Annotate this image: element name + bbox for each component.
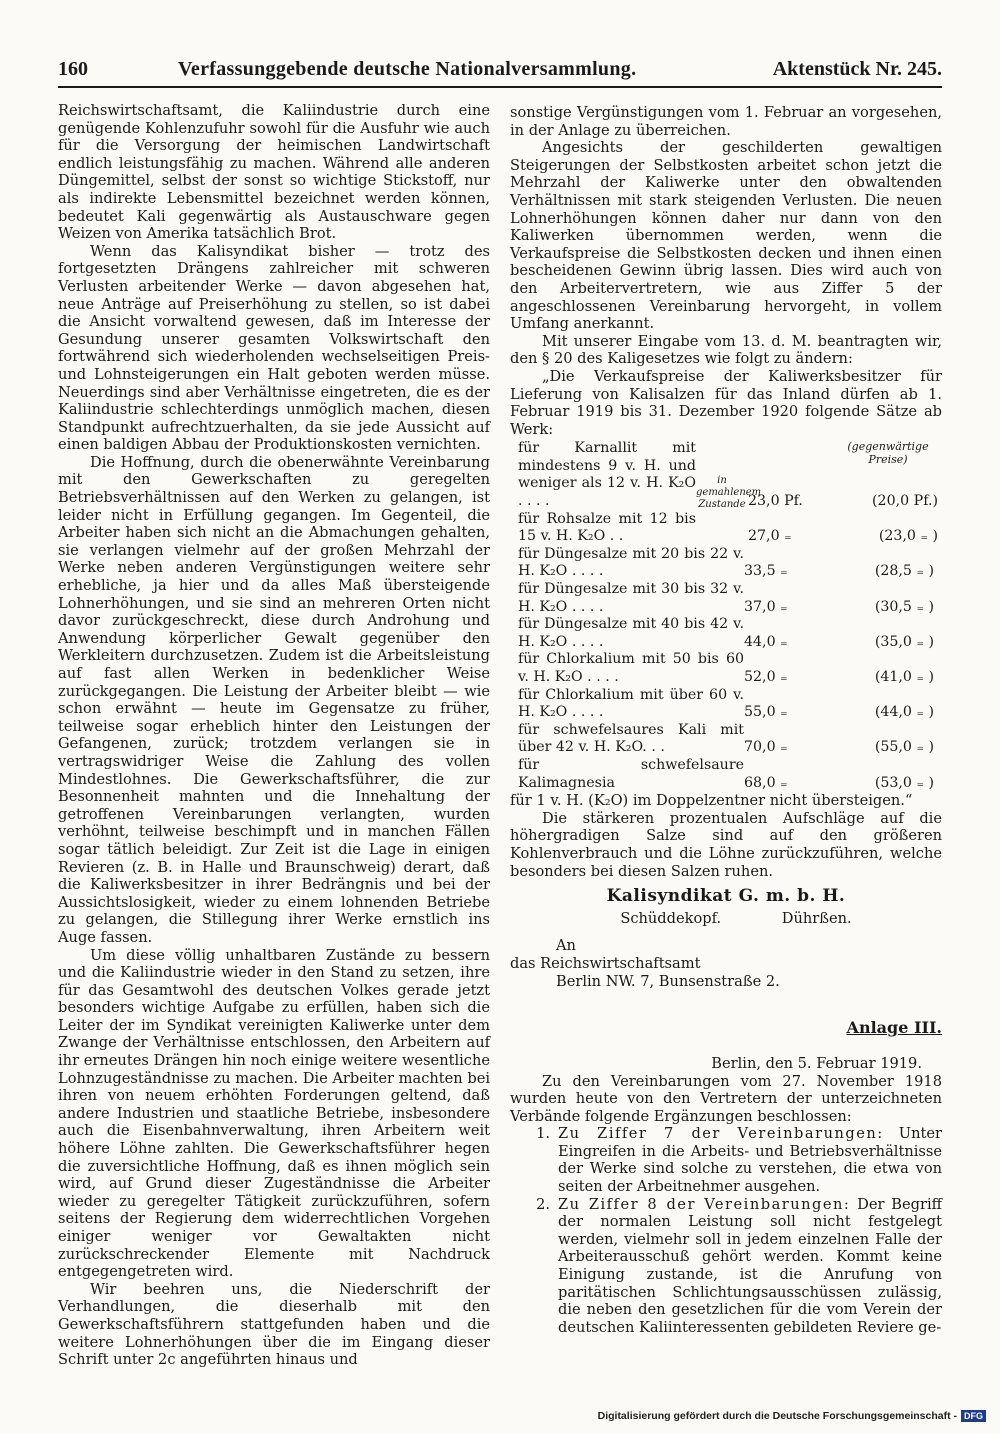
row-label: für Chlorkalium mit über 60 v. H. K₂O . . . .: [518, 686, 744, 721]
paragraph: Wenn das Kalisyndikat bisher — trotz des fortgesetzten Drängens zahlreicher mit schweren Verlusten arbeitender Werke — davon abgesehen hat, neue Anträge auf Preiserhöhung zu stellen, so ist dabei die Ansicht vorwaltend gewesen, daß im Interesse der Gesundung unserer gesamten Volkswirtschaft den fortwährend sich wiederholenden wechselseitigen Preis- und Lohnsteigerungen ein Halt geboten werden müsse. Neuerdings sind aber Verhältnisse eingetreten, die es der Kaliindustrie schlechterdings unmöglich machen, diesen Standpunkt aufrechtzuerhalten, da sie jede Aussicht auf einen baldigen Abbau der Produktionskosten vernichten.: [58, 242, 490, 454]
signer-name: Schüddekopf.: [620, 909, 722, 927]
left-column: [58, 102, 490, 1369]
paragraph: Wir beehren uns, die Niederschrift der Verhandlungen, die dieserhalb mit den Gewerkschaftsführern stattgefunden haben und die weitere Lohnerhöhungen über die im Eingang dieser Schrift unter 2c angeführten hinaus und: [58, 1280, 490, 1369]
signatories: [510, 910, 942, 928]
table-row: [510, 616, 942, 651]
old-price: (53,0 ₌ ): [874, 774, 934, 791]
old-price: (23,0 ₌ ): [878, 528, 938, 545]
table-row: [510, 722, 942, 757]
paragraph: für 1 v. H. (K₂O) im Doppelzentner nicht übersteigen.“: [510, 792, 913, 810]
row-label: für Düngesalze mit 30 bis 32 v. H. K₂O . . . .: [518, 581, 744, 615]
address-line: Berlin NW. 7, Bunsenstraße 2.: [556, 973, 780, 991]
appendix-heading: Anlage III.: [846, 1018, 942, 1038]
item-number: 1.: [536, 1125, 550, 1143]
table-row: [510, 687, 942, 722]
paragraph: Reichswirtschaftsamt, die Kaliindustrie durch eine genügende Kohlenzufuhr sowohl für die Ausfuhr wie auch für die Versorgung der heimischen Landwirtschaft endlich leistungsfähig zu machen. Während alle anderen Düngemittel, selbst der sonst so wichtige Stickstoff, nur als indirekte Lebensmittel bezeichnet werden können, bedeutet Kali gegenwärtig als Austauschware gegen Weizen von Amerika tatsächlich Brot.: [58, 102, 490, 243]
row-label: für schwefelsaures Kali mit über 42 v. H. K₂O. . .: [518, 721, 744, 756]
item-heading: Zu Ziffer 8 der Vereinbarungen:: [558, 1195, 851, 1213]
new-price: 27,0 ₌: [748, 528, 792, 545]
page-header: [58, 56, 942, 88]
running-title: Verfassunggebende deutsche Nationalversammlung.: [178, 58, 637, 80]
new-price: 44,0 ₌: [744, 633, 788, 650]
row-label: für Karnallit mit mindestens 9 v. H. und weniger als 12 v. H. K₂O . . . .: [518, 440, 696, 510]
table-row: [510, 757, 942, 792]
row-label: für Rohsalze mit 12 bis 15 v. H. K₂O . .: [518, 510, 696, 545]
new-price: 68,0 ₌: [744, 774, 788, 791]
price-table: [510, 440, 942, 792]
table-row: [510, 511, 942, 546]
new-price: 70,0 ₌: [744, 739, 788, 756]
item-number: 2.: [536, 1195, 550, 1213]
old-price: (55,0 ₌ ): [874, 739, 934, 756]
paragraph: „Die Verkaufspreise der Kaliwerksbesitzer für Lieferung von Kalisalzen für das Inland dürfen ab 1. Februar 1919 bis 31. Dezember 1920 folgende Sätze ab Werk:: [510, 367, 942, 438]
old-price: (20,0 Pf.): [872, 493, 938, 510]
row-label: für Chlorkalium mit 50 bis 60 v. H. K₂O . . . .: [518, 651, 744, 685]
paragraph: Um diese völlig unhaltbaren Zustände zu bessern und die Kaliindustrie wieder in den Stand zu setzen, ihre für das Gesamtwohl des deutschen Volkes gerade jetzt besonders wichtige Aufgabe zu erfüllen, haben sich die Leiter der im Syndikat vereinigten Kaliwerke unter dem Zwange der Verhältnisse entschlossen, den Arbeitern auf ihr erneutes Drängen hin noch einige weitere wesentliche Lohnzugeständnisse zu machen. Die Arbeiter machten bei ihren von neuem erhöhten Forderungen geltend, daß andere Industrien und staatliche Betriebe, insbesondere auch die Eisenbahnverwaltung, ihren Arbeitern weit höhere Löhne zahlten. Die Gewerkschaftsführer hegen die zuversichtliche Hoffnung, daß es ihnen möglich sein wird, auf Grund dieser Zugeständnisse die Arbeiter wieder zu geregelter Tätigkeit zurückzuführen, sofern seitens der Regierung dem widerrechtlichen Vorgehen einiger weniger vor Gewaltakten nicht zurückschreckender Elemente mit Nachdruck entgegengetreten wird.: [58, 946, 490, 1281]
list-item: [510, 1125, 942, 1195]
row-label: für Düngesalze mit 40 bis 42 v. H. K₂O . . . .: [518, 616, 744, 650]
digitization-footer: [598, 1410, 986, 1422]
item-text: Der Begriff der normalen Leistung soll nicht festgelegt werden, vielmehr soll in jedem einzelnen Falle der Arbeiterausschuß gehört werden. Kommt keine Einigung zustande, ist die Anrufung von paritätischen Schlichtungsausschüssen zulässig, die neben den gesetzlichen für die vom Verein der deutschen Kaliinteressenten gebildeten Reviere ge-: [558, 1195, 942, 1336]
new-price: 55,0 ₌: [744, 704, 788, 721]
footer-text: Digitalisierung gefördert durch die Deutsche Forschungsgemeinschaft -: [597, 1410, 957, 1422]
paragraph: Mit unserer Eingabe vom 13. d. M. beantragten wir, den § 20 des Kaligesetzes wie folgt zu ändern:: [510, 332, 942, 368]
new-price: 23,0 Pf.: [748, 493, 803, 510]
address-line: das Reichswirtschaftsamt: [510, 955, 701, 973]
document-number: Aktenstück Nr. 245.: [772, 58, 942, 80]
row-label: für Düngesalze mit 20 bis 22 v. H. K₂O . . . .: [518, 545, 744, 580]
signer-name: Dührßen.: [781, 909, 852, 927]
bracket-note: in gemahlenem Zustande: [696, 474, 762, 510]
paragraph: Die stärkeren prozentualen Aufschläge auf die höhergradigen Salze sind auf den größeren Kohlenverbrauch und die Löhne zurückzuführen, welche besonders bei diesen Salzen ruhen.: [510, 809, 942, 880]
row-label: für schwefelsaure Kalimagnesia: [518, 756, 744, 791]
right-column: [510, 104, 942, 1336]
old-price: (30,5 ₌ ): [874, 598, 934, 615]
new-price: 33,5 ₌: [744, 563, 788, 580]
address-block: [510, 937, 942, 991]
price-column-header: (gegenwärtige Preise): [847, 440, 929, 467]
paragraph: Zu den Vereinbarungen vom 27. November 1918 wurden heute von den Vertretern der unterzeichneten Verbände folgende Ergänzungen beschlossen:: [510, 1072, 942, 1125]
paragraph: Angesichts der geschilderten gewaltigen Steigerungen der Selbstkosten arbeitet schon jetzt die Mehrzahl der Kaliwerke unter den obwaltenden Verhältnissen mit stark steigenden Verlusten. Die neuen Lohnerhöhungen können daher nur dann von den Kaliwerken übernommen werden, wenn die Verkaufspreise die Selbstkosten decken und ihnen einen bescheidenen Gewinn übrig lassen. Dies wird auch von den Arbeitervertretern, wie aus Ziffer 5 der angeschlossenen Vereinbarung hervorgeht, in vollem Umfang anerkannt.: [510, 139, 942, 333]
old-price: (41,0 ₌ ): [874, 669, 934, 685]
item-text: Unter Eingreifen in die Arbeits- und Betriebsverhältnisse der Werke sind solche zu verstehen, die etwa von seiten der Arbeitnehmer ausgehen.: [558, 1125, 942, 1196]
new-price: 37,0 ₌: [744, 598, 788, 615]
table-row: [510, 546, 942, 581]
new-price: 52,0 ₌: [744, 669, 788, 685]
paragraph: sonstige Vergünstigungen vom 1. Februar an vorgesehen, in der Anlage zu überreichen.: [510, 104, 942, 139]
amendment-list: [510, 1125, 942, 1336]
company-signature: Kalisyndikat G. m. b. H.: [606, 886, 846, 907]
paragraph: Die Hoffnung, durch die obenerwähnte Vereinbarung mit den Gewerkschaften zu geregelten Betriebsverhältnissen auf den Werken zu gelangen, ist leider nicht in Erfüllung gegangen. Im Gegenteil, die Arbeiter haben sich nicht an die Abmachungen gehalten, sie verlangen vielmehr auf der großen Mehrzahl der Werke neben anderen Vergünstigungen weitere sehr erhebliche, ja hier und da alles Maß übersteigende Lohnerhöhungen, und sie sind an mehreren Orten nicht davor zurückgeschreckt, diese durch Androhung und Anwendung körperlicher Gewalt gegenüber den Werkleitern durchzusetzen. Zudem ist die Arbeitsleistung auf fast allen Werken in bedenklicher Weise zurückgegangen. Die Leistung der Arbeiter bleibt — wie schon erwähnt — heute im Gegensatze zu früher, teilweise sogar erheblich hinter den Leistungen der Gefangenen, zurück; trotzdem verlangen sie in vertragswidriger Weise die Zahlung des vollen Mindestlohnes. Die Gewerkschaftsführer, die zur Besonnenheit mahnten und die Innehaltung der getroffenen Vereinbarungen verlangten, wurden verhöhnt, teilweise beschimpft und in manchen Fällen sogar tätlich beleidigt. Zur Zeit ist die Lage in einigen Revieren (z. B. in Halle und Braunschweig) derart, daß die Kaliwerksbesitzer in ihrer Bedrängnis und bei der Aussichtslosigkeit, wieder zu einem lohnenden Betriebe zu gelangen, die Stillegung ihrer Werke ernstlich ins Auge fassen.: [58, 453, 490, 946]
list-item: [510, 1196, 942, 1337]
date-line: Berlin, den 5. Februar 1919.: [711, 1054, 922, 1072]
old-price: (44,0 ₌ ): [874, 704, 934, 721]
table-row: [510, 651, 942, 686]
dfg-logo: DFG: [961, 1410, 986, 1422]
page-number: 160: [58, 58, 88, 80]
table-row: [510, 581, 942, 616]
old-price: (35,0 ₌ ): [874, 633, 934, 650]
address-line: An: [556, 937, 576, 955]
old-price: (28,5 ₌ ): [874, 563, 934, 580]
item-heading: Zu Ziffer 7 der Vereinbarungen:: [558, 1125, 884, 1143]
